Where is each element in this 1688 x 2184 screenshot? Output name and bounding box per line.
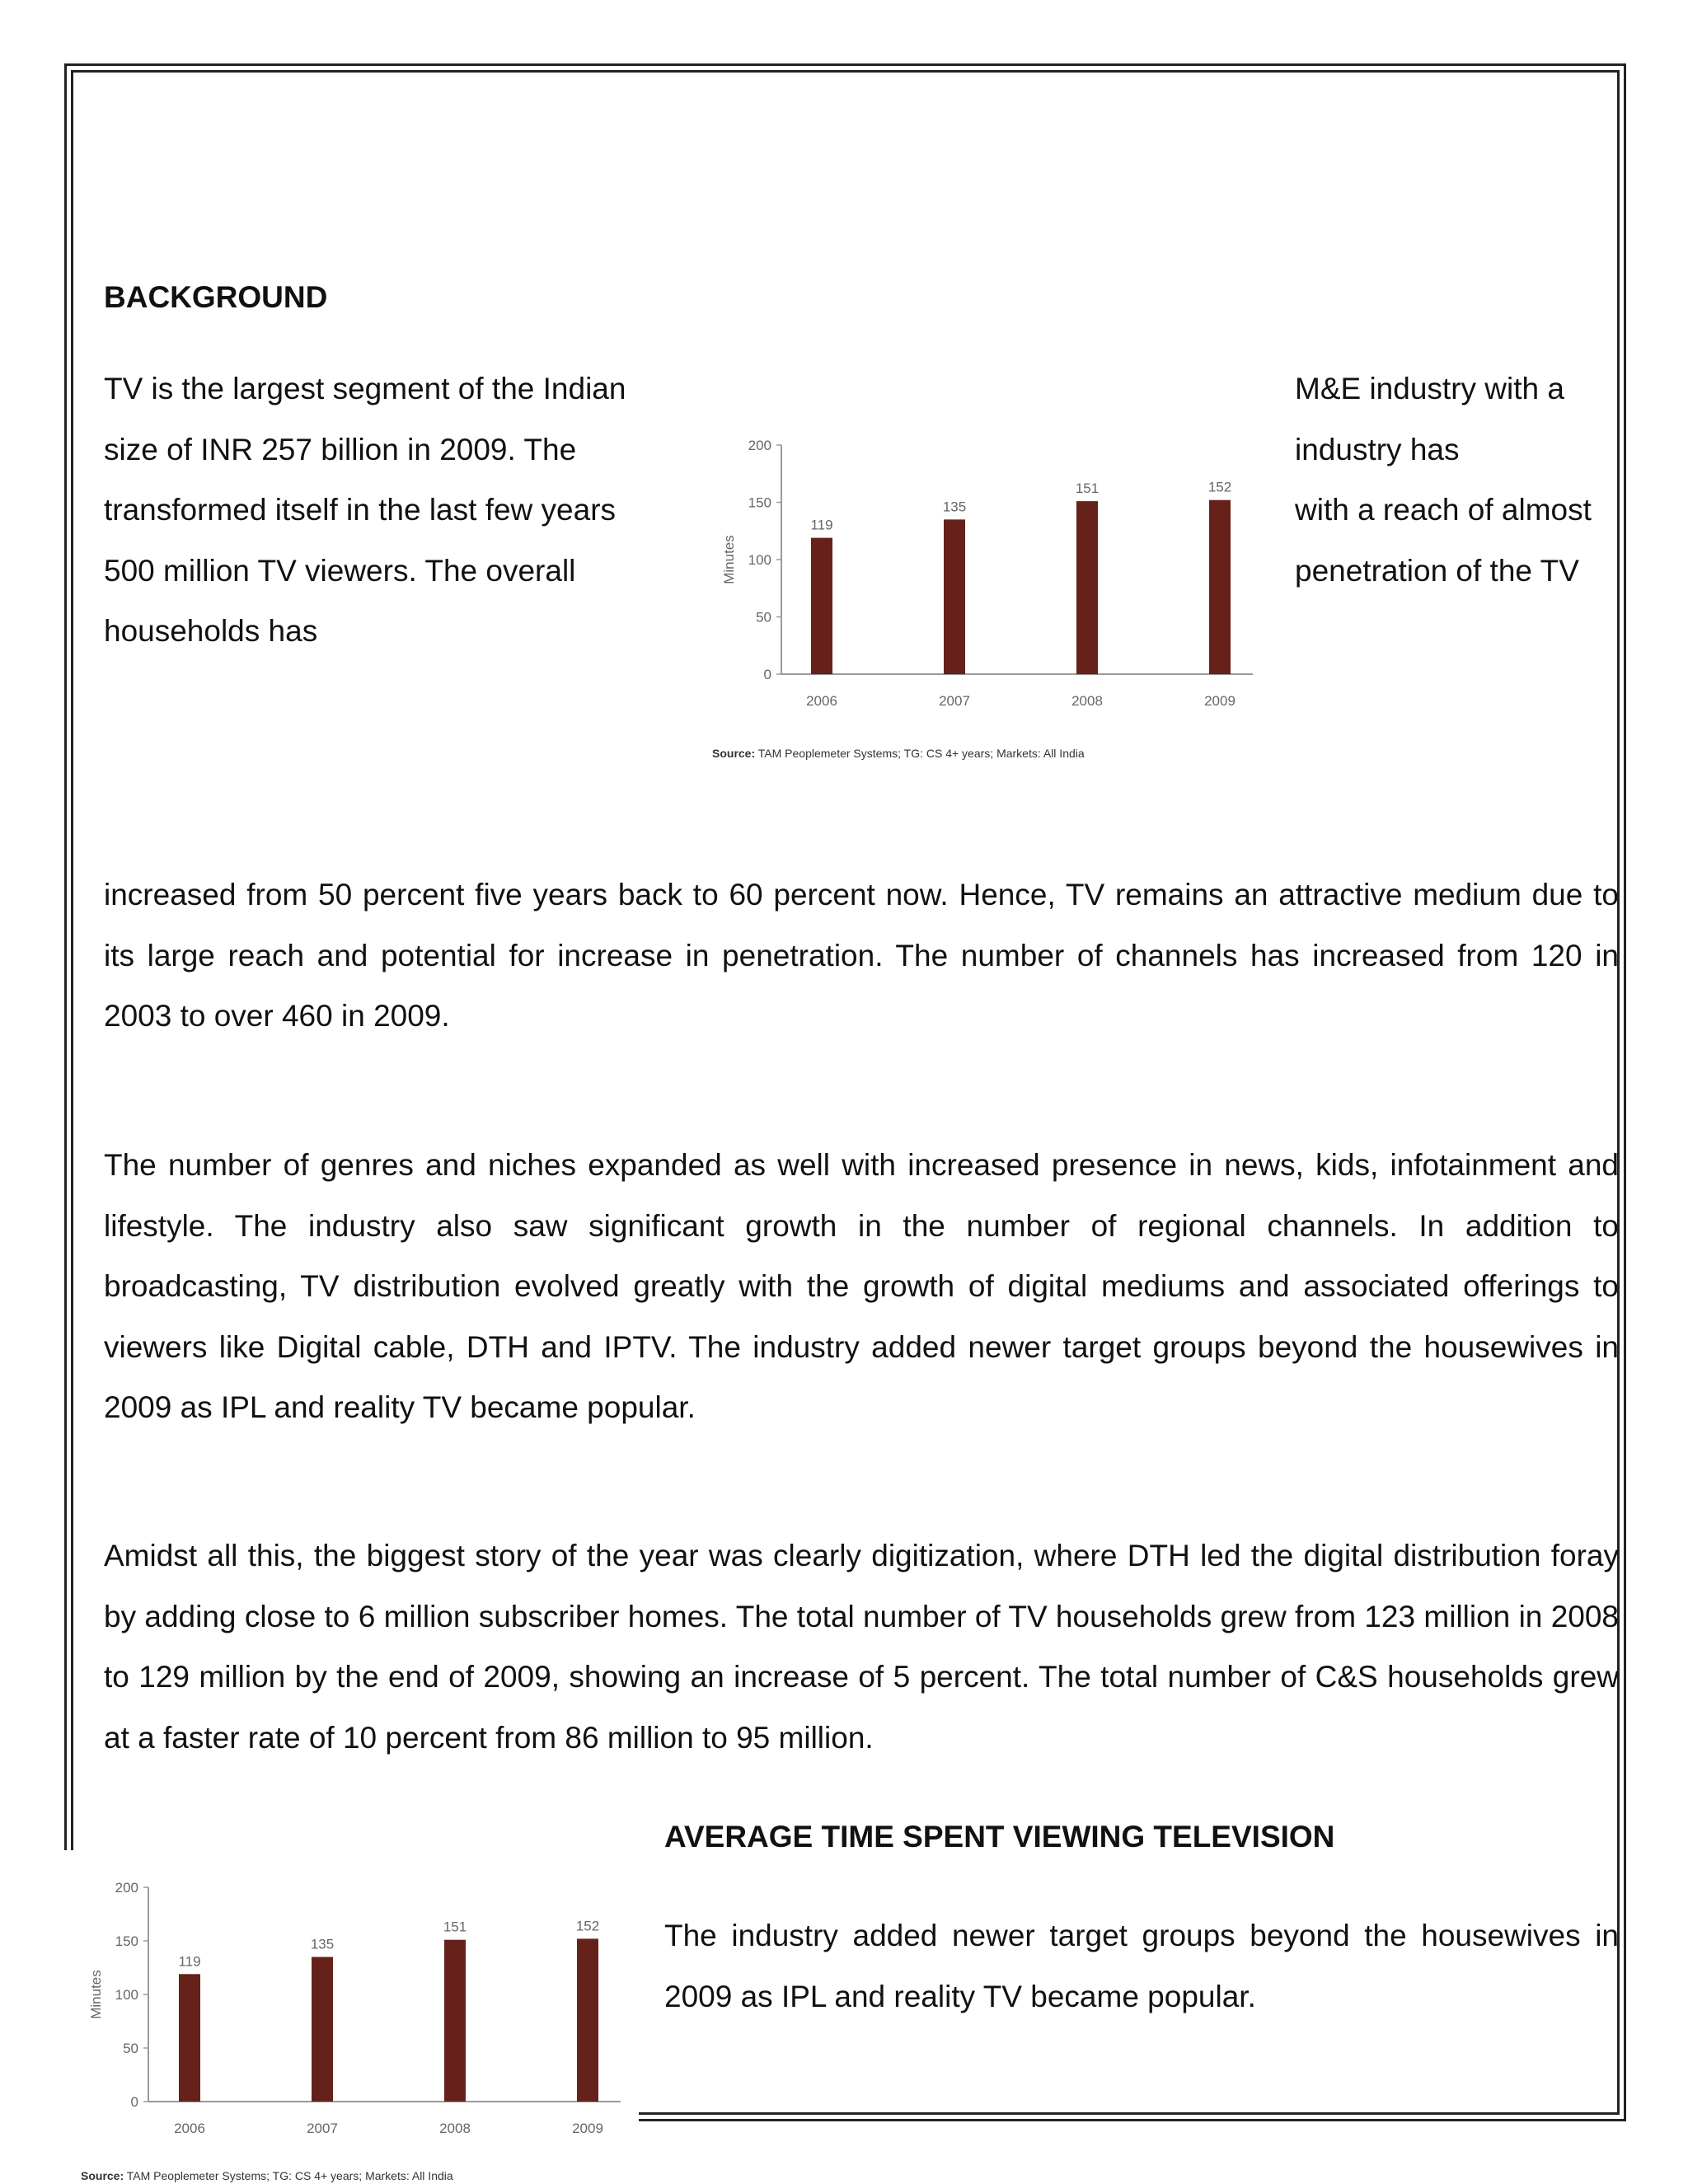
paragraph: Amidst all this, the biggest story of the year was clearly digitization, where DTH led the digital distribution foray by adding close to 6 million subscriber homes. The total number of TV households grew from 123 million in 2008 to 129 million by the end of 2009, showing an increase of 5 percent. The total number of C&S households grew at a faster rate of 10 percent from 86 million to 95 million. <box>104 1539 1619 1755</box>
background-heading: BACKGROUND <box>104 280 328 314</box>
y-tick-label: 50 <box>123 2041 138 2056</box>
viewing-time-chart-svg <box>709 429 1269 725</box>
source-text: TAM Peoplemeter Systems; TG: CS 4+ years; Markets: All India <box>126 2169 453 2182</box>
y-axis-label: Minutes <box>88 1970 104 2019</box>
bar <box>312 1957 333 2102</box>
intro-right-line: industry has <box>1295 433 1460 466</box>
y-tick-label: 150 <box>748 494 771 511</box>
bar-value-label: 152 <box>1207 479 1232 495</box>
bar-value-label: 119 <box>810 517 833 533</box>
paragraph: increased from 50 percent five years back to 60 percent now. Hence, TV remains an attractive medium due to its large reach and potential for increase in penetration. The number of channels has increased from 120 in 2003 to over 460 in 2009. <box>104 878 1619 1033</box>
source-label: Source: <box>81 2169 124 2182</box>
bar <box>1209 500 1231 674</box>
source-label: Source: <box>712 747 756 760</box>
bar-value-label: 119 <box>178 1953 201 1970</box>
bar <box>1076 501 1098 674</box>
intro-right-line: with a reach of almost <box>1295 493 1592 527</box>
bar <box>577 1938 598 2102</box>
y-tick-label: 200 <box>748 438 771 453</box>
bar-value-label: 135 <box>942 499 967 515</box>
x-tick-label: 2006 <box>174 2121 205 2136</box>
viewing-time-chart-2-svg <box>81 1869 641 2158</box>
y-tick-label: 150 <box>115 1933 138 1949</box>
viewing-paragraph: The industry added newer target groups beyond the housewives in 2009 as IPL and reality TV became popular. <box>664 1919 1619 2013</box>
x-tick-label: 2007 <box>939 693 970 709</box>
y-tick-label: 0 <box>763 667 771 682</box>
y-tick-label: 100 <box>748 552 771 568</box>
x-tick-label: 2006 <box>806 693 837 709</box>
chart-source-note <box>712 747 1085 760</box>
bar-value-label: 151 <box>443 1919 467 1935</box>
intro-left-line: transformed itself in the last few years <box>104 493 617 527</box>
x-tick-label: 2008 <box>1071 693 1103 709</box>
bar <box>944 519 965 674</box>
bar <box>811 538 832 674</box>
paragraph: The number of genres and niches expanded as well with increased presence in news, kids, infotainment and lifestyle. The industry also saw significant growth in the number of regional channels. In addition to broadcasting, TV distribution evolved greatly with the growth of digital mediums and associated offerings to viewers like Digital cable, DTH and IPTV. The industry added newer target groups beyond the housewives in 2009 as IPL and reality TV became popular. <box>104 1148 1619 1424</box>
viewing-heading: AVERAGE TIME SPENT VIEWING TELEVISION <box>664 1820 1335 1854</box>
y-tick-label: 0 <box>130 2094 138 2110</box>
intro-left-line: households has <box>104 614 318 648</box>
x-tick-label: 2007 <box>307 2121 338 2136</box>
x-tick-label: 2009 <box>572 2121 603 2136</box>
viewing-time-chart-2 <box>81 1869 641 2162</box>
intro-left-line: 500 million TV viewers. The overall <box>104 554 576 588</box>
source-text: TAM Peoplemeter Systems; TG: CS 4+ years; Markets: All India <box>757 747 1085 760</box>
intro-right-line: M&E industry with a <box>1295 372 1564 405</box>
chart-source-note-2 <box>81 2169 453 2182</box>
bar-value-label: 152 <box>575 1918 600 1934</box>
bar <box>179 1974 200 2102</box>
x-tick-label: 2008 <box>439 2121 471 2136</box>
x-tick-label: 2009 <box>1204 693 1236 709</box>
bar <box>444 1940 466 2102</box>
intro-left-line: size of INR 257 billion in 2009. The <box>104 433 577 466</box>
intro-left-line: TV is the largest segment of the Indian <box>104 372 626 405</box>
y-tick-label: 50 <box>756 609 771 626</box>
intro-right-line: penetration of the TV <box>1295 554 1579 588</box>
bar-value-label: 135 <box>310 1936 335 1952</box>
bar-value-label: 151 <box>1075 480 1100 497</box>
y-tick-label: 100 <box>115 1987 138 2003</box>
y-tick-label: 200 <box>115 1880 138 1896</box>
viewing-time-chart <box>709 429 1269 729</box>
y-axis-label: Minutes <box>721 535 737 584</box>
